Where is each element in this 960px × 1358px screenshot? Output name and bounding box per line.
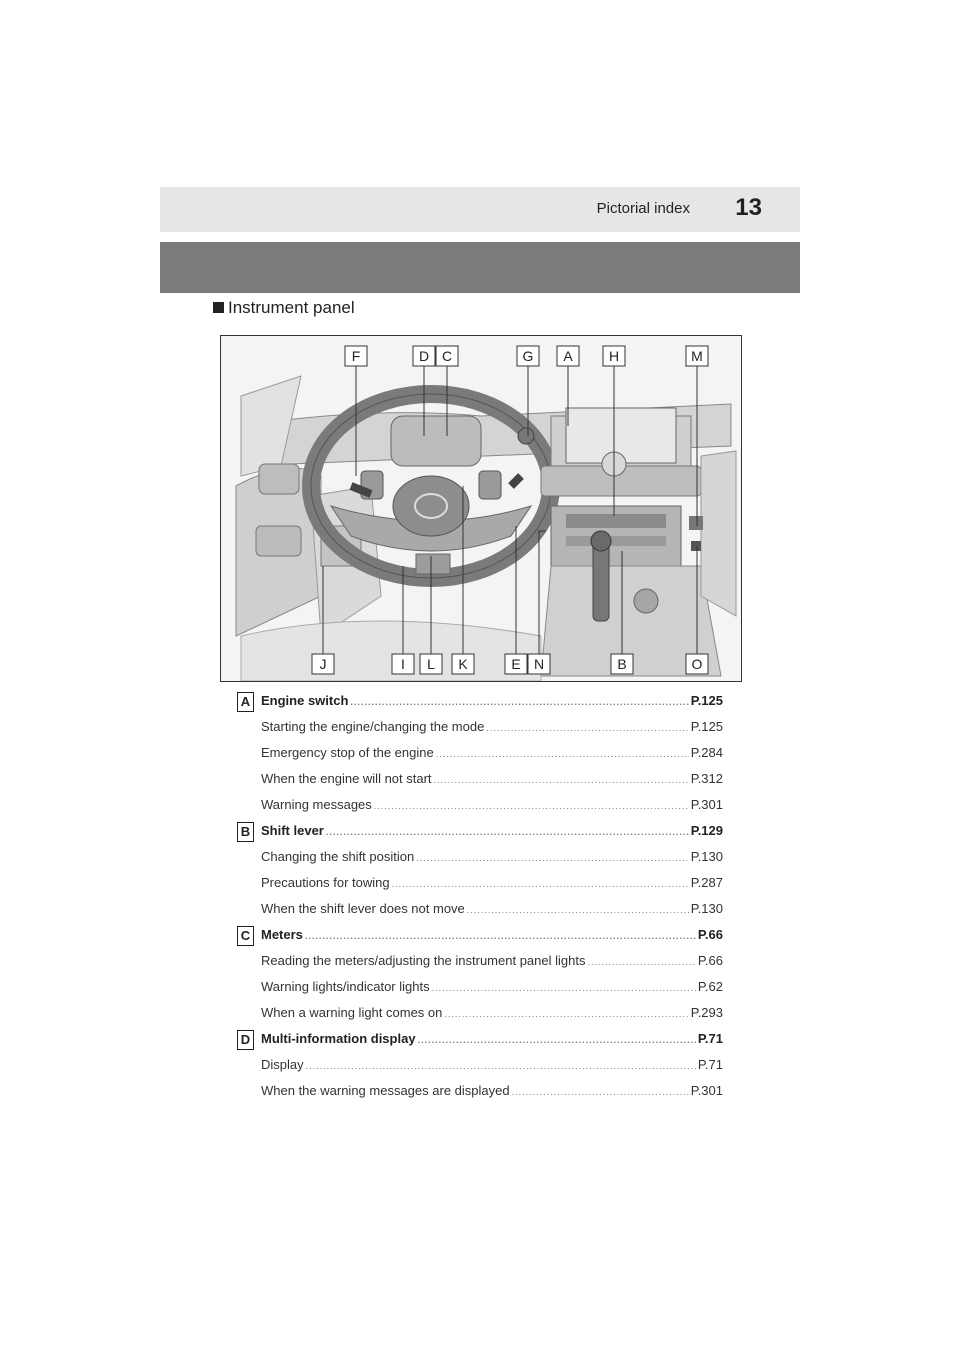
- index-entry[interactable]: When the warning messages are displayed ..... P.301: [237, 1078, 723, 1104]
- index-entry[interactable]: When the shift lever does not move ..... P.130: [237, 896, 723, 922]
- index-entry-main[interactable]: Multi-information display ..... P.71: [237, 1026, 723, 1052]
- callout-label: M: [691, 348, 703, 364]
- index-entry[interactable]: Warning lights/indicator lights ..... P.62: [237, 974, 723, 1000]
- callout-label: N: [533, 656, 545, 672]
- section-heading: [213, 298, 355, 318]
- index-tag: D: [237, 1030, 254, 1050]
- index-entry[interactable]: When the engine will not start ..... P.312: [237, 766, 723, 792]
- index-entry[interactable]: Precautions for towing ..... P.287: [237, 870, 723, 896]
- callout-label: F: [351, 348, 361, 364]
- index-entry-main[interactable]: Meters ..... P.66: [237, 922, 723, 948]
- header-band: [160, 242, 800, 293]
- index-group-engine-switch: [237, 688, 723, 818]
- callout-label: B: [617, 656, 627, 672]
- callout-label: L: [427, 656, 435, 672]
- index-entry[interactable]: Emergency stop of the engine ..... P.284: [237, 740, 723, 766]
- instrument-panel-illustration: [220, 335, 742, 682]
- index-entry-main[interactable]: Engine switch ..... P.125: [237, 688, 723, 714]
- index-entry[interactable]: When a warning light comes on ..... P.293: [237, 1000, 723, 1026]
- dashboard-drawing: [221, 336, 741, 681]
- callout-label: K: [458, 656, 468, 672]
- index-group-multi-information-display: [237, 1026, 723, 1104]
- callout-label: H: [608, 348, 620, 364]
- callout-label: E: [511, 656, 521, 672]
- callout-label: D: [418, 348, 430, 364]
- callout-label: I: [401, 656, 405, 672]
- square-bullet-icon: [213, 302, 224, 313]
- page-number: 13: [735, 194, 762, 221]
- callout-label: G: [522, 348, 534, 364]
- index-entry[interactable]: Display ..... P.71: [237, 1052, 723, 1078]
- header-title: Pictorial index: [596, 200, 690, 217]
- index-entry[interactable]: Reading the meters/adjusting the instrument panel lights ..... P.66: [237, 948, 723, 974]
- index-group-shift-lever: [237, 818, 723, 922]
- page-header: [160, 187, 800, 232]
- callout-label: O: [691, 656, 703, 672]
- index-list: [237, 688, 723, 1104]
- index-entry[interactable]: Warning messages ..... P.301: [237, 792, 723, 818]
- index-entry[interactable]: Changing the shift position ..... P.130: [237, 844, 723, 870]
- callout-label: A: [563, 348, 573, 364]
- index-entry-main[interactable]: Shift lever ..... P.129: [237, 818, 723, 844]
- index-tag: B: [237, 822, 254, 842]
- callout-label: J: [319, 656, 327, 672]
- index-tag: A: [237, 692, 254, 712]
- index-entry[interactable]: Starting the engine/changing the mode ..... P.125: [237, 714, 723, 740]
- index-group-meters: [237, 922, 723, 1026]
- index-tag: C: [237, 926, 254, 946]
- section-title: Instrument panel: [228, 298, 355, 317]
- callout-label: C: [441, 348, 453, 364]
